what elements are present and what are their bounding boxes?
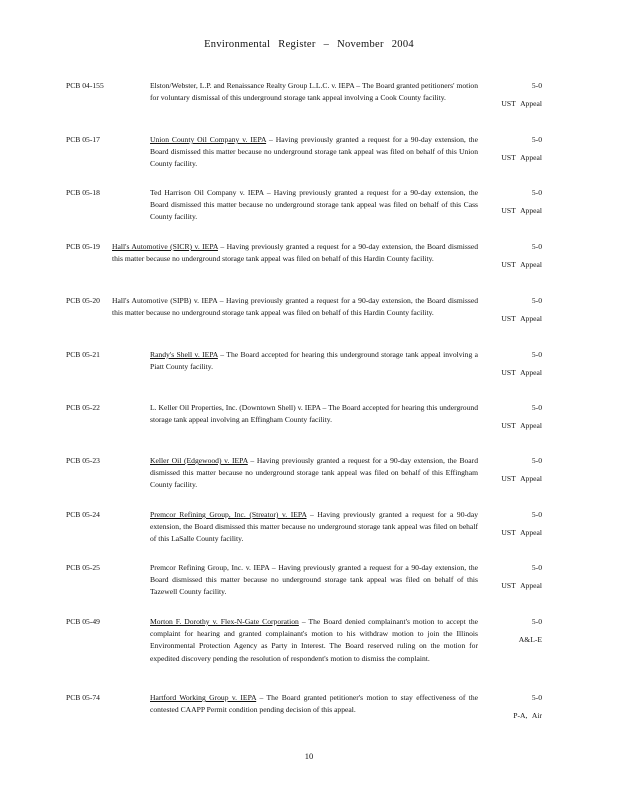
- case-text: – Having previously granted a request for a 90-day extension, the Board dismissed this matter because no underground storage tank appeal was filed on behalf of this Hardin County facility.: [112, 242, 478, 264]
- case-category: UST Appeal: [501, 99, 542, 108]
- case-text: Elston/Webster, L.P. and Renaissance Realty Group L.L.C. v. IEPA – The Board granted petitioners' motion for voluntary dismissal of this underground storage tank appeal involving a Cook County facility.: [150, 81, 478, 103]
- case-number: PCB 05-24: [66, 510, 100, 519]
- case-description: [150, 616, 478, 665]
- case-text: Premcor Refining Group, Inc. v. IEPA – Having previously granted a request for a 90-day extension, the Board dismissed this matter because no underground storage tank appeal was filed on behalf of this Tazewell County facility.: [150, 563, 478, 597]
- case-number: PCB 05-49: [66, 617, 100, 626]
- case-number: PCB 05-18: [66, 188, 100, 197]
- case-number: PCB 05-17: [66, 135, 100, 144]
- case-category: UST Appeal: [501, 206, 542, 215]
- case-description: [150, 134, 478, 171]
- case-description: [150, 349, 478, 373]
- case-description: [150, 187, 478, 224]
- case-text: – Having previously granted a request for a 90-day extension, the Board dismissed this matter because no underground storage tank appeal was filed on behalf of this LaSalle County facility.: [150, 510, 478, 544]
- vote-count: 5-0: [531, 135, 542, 144]
- case-text: L. Keller Oil Properties, Inc. (Downtown Shell) v. IEPA – The Board accepted for hearing this underground storage tank appeal involving an Effingham County facility.: [150, 403, 478, 425]
- case-number: PCB 05-25: [66, 563, 100, 572]
- case-description: [112, 241, 478, 265]
- case-category: A&L-E: [518, 635, 542, 644]
- case-description: [150, 402, 478, 426]
- vote-count: 5-0: [531, 693, 542, 702]
- case-description: [150, 455, 478, 492]
- case-description: [150, 509, 478, 546]
- case-category: UST Appeal: [501, 581, 542, 590]
- case-category: UST Appeal: [501, 153, 542, 162]
- case-number: PCB 05-23: [66, 456, 100, 465]
- case-title: Hall's Automotive (SICR) v. IEPA: [112, 242, 218, 251]
- vote-count: 5-0: [531, 296, 542, 305]
- case-text: Hall's Automotive (SIPB) v. IEPA – Having previously granted a request for a 90-day extension, the Board dismissed this matter because no underground storage tank appeal was filed on behalf of this Hardin County facility.: [112, 296, 478, 318]
- case-title: Randy's Shell v. IEPA: [150, 350, 218, 359]
- vote-count: 5-0: [531, 456, 542, 465]
- vote-count: 5-0: [531, 510, 542, 519]
- case-title: Premcor Refining Group, Inc. (Streator) v. IEPA: [150, 510, 307, 519]
- case-text: Ted Harrison Oil Company v. IEPA – Having previously granted a request for a 90-day extension, the Board dismissed this matter because no underground storage tank appeal was filed on behalf of this Cass County facility.: [150, 188, 478, 222]
- vote-count: 5-0: [531, 188, 542, 197]
- case-category: UST Appeal: [501, 368, 542, 377]
- case-category: UST Appeal: [501, 421, 542, 430]
- vote-count: 5-0: [531, 81, 542, 90]
- case-number: PCB 05-20: [66, 296, 100, 305]
- case-text: – The Board denied complainant's motion to accept the complaint for hearing and granted complainant's motion to his withdraw motion to join the Illinois Environmental Protection Agency as Party in Interest. The Board reserved ruling on the motion for expedited discovery pending the resolution of respondent's motion to dismiss the complaint.: [150, 617, 478, 663]
- case-category: P-A, Air: [513, 711, 542, 720]
- case-text: – The Board accepted for hearing this underground storage tank appeal involving a Piatt County facility.: [150, 350, 478, 372]
- case-title: Union County Oil Company v. IEPA: [150, 135, 267, 144]
- case-text: – Having previously granted a request for a 90-day extension, the Board dismissed this matter because no underground storage tank appeal was filed on behalf of this Effingham County facility.: [150, 456, 479, 490]
- case-text: – Having previously granted a request for a 90-day extension, the Board dismissed this matter because no underground storage tank appeal was filed on behalf of this Union County facility.: [150, 135, 478, 169]
- case-category: UST Appeal: [501, 528, 542, 537]
- page-number: 10: [304, 751, 314, 761]
- case-title: Hartford Working Group v. IEPA: [150, 693, 257, 702]
- vote-count: 5-0: [531, 242, 542, 251]
- case-category: UST Appeal: [501, 314, 542, 323]
- case-title: Morton F. Dorothy v. Flex-N-Gate Corporation: [150, 617, 299, 626]
- page-header: Environmental Register – November 2004: [204, 39, 414, 50]
- vote-count: 5-0: [531, 350, 542, 359]
- case-description: [150, 80, 478, 104]
- case-number: PCB 05-21: [66, 350, 100, 359]
- case-category: UST Appeal: [501, 260, 542, 269]
- vote-count: 5-0: [531, 563, 542, 572]
- case-category: UST Appeal: [501, 474, 542, 483]
- case-description: [150, 692, 478, 716]
- case-description: [150, 562, 478, 599]
- case-number: PCB 05-19: [66, 242, 100, 251]
- vote-count: 5-0: [531, 617, 542, 626]
- case-description: [112, 295, 478, 319]
- case-number: PCB 04-155: [66, 81, 104, 90]
- case-number: PCB 05-22: [66, 403, 100, 412]
- case-title: Keller Oil (Edgewood) v. IEPA: [150, 456, 248, 465]
- case-number: PCB 05-74: [66, 693, 100, 702]
- case-text: – The Board granted petitioner's motion to stay effectiveness of the contested CAAPP Permit condition pending decision of this appeal.: [150, 693, 478, 715]
- vote-count: 5-0: [531, 403, 542, 412]
